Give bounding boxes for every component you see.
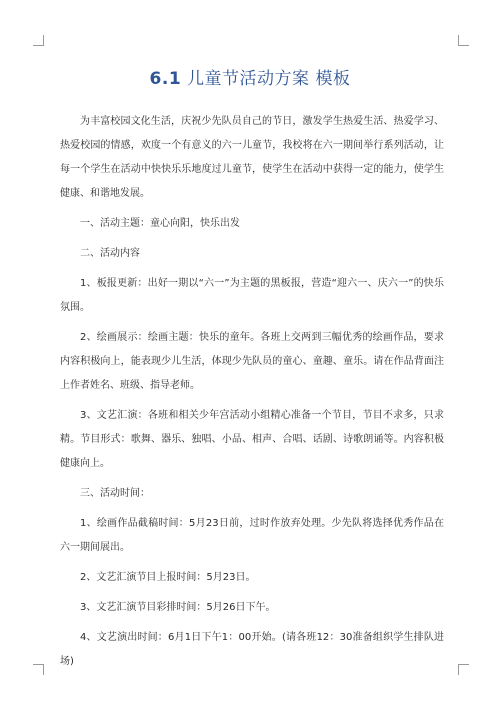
- section-theme: 一、活动主题：童心向阳，快乐出发: [80, 218, 240, 229]
- document-title: [0, 64, 500, 89]
- page-corner-mark-top-right: [458, 35, 469, 46]
- document-body: [60, 110, 444, 680]
- title-text: 儿童节活动方案 模板: [187, 69, 351, 89]
- page-corner-mark-bottom-right: [458, 664, 469, 675]
- section-time-heading: 三、活动时间：: [80, 488, 150, 499]
- section-content-heading: 二、活动内容: [80, 248, 140, 259]
- page-corner-mark-top-left: [33, 35, 44, 46]
- time-item-performance: 4、文艺演出时间：6月1日下午1：00开始。(请各班12：30准备组织学生排队进场): [60, 632, 444, 667]
- time-item-rehearsal: 3、文艺汇演节目彩排时间：5月26日下午。: [80, 602, 276, 613]
- content-item-board: 1、板报更新：出好一期以“六一”为主题的黑板报，营造“迎六一、庆六一”的快乐氛围。: [60, 278, 444, 313]
- time-item-program-submission: 2、文艺汇演节目上报时间：5月23日。: [80, 572, 256, 583]
- content-item-performance: 3、文艺汇演：各班和相关少年宫活动小组精心准备一个节目，节目不求多，只求精。节目形式：歌舞、器乐、独唱、小品、相声、合唱、话剧、诗歌朗诵等。内容积极健康向上。: [60, 410, 444, 469]
- intro-paragraph: 为丰富校园文化生活，庆祝少先队员自己的节日，激发学生热爱生活、热爱学习、热爱校园的情感，欢度一个有意义的六一儿童节，我校将在六一期间举行系列活动，让每一个学生在活动中快快乐乐地度过儿童节，使学生在活动中获得一定的能力，使学生健康、和谐地发展。: [60, 116, 444, 199]
- content-item-painting: 2、绘画展示：绘画主题：快乐的童年。各班上交两到三幅优秀的绘画作品，要求内容积极向上，能表现少儿生活，体现少先队员的童心、童趣、童乐。请在作品背面注上作者姓名、班级、指导老师。: [60, 332, 444, 391]
- page-corner-mark-bottom-left: [33, 664, 44, 675]
- time-item-painting-deadline: 1、绘画作品截稿时间：5月23日前，过时作放弃处理。少先队将选择优秀作品在六一期间展出。: [60, 518, 444, 553]
- title-number: 6.1: [149, 69, 182, 89]
